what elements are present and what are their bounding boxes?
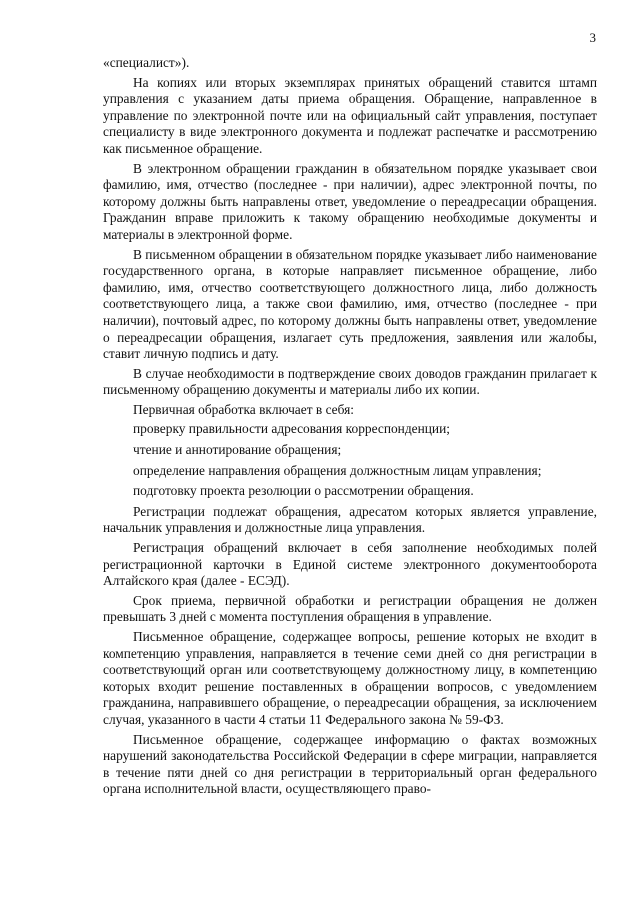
paragraph: «специалист»).: [103, 55, 190, 70]
list-item: определение направления обращения должностным лицам управления;: [133, 462, 542, 478]
page-number: 3: [589, 30, 596, 45]
paragraph: Регистрация обращений включает в себя заполнение необходимых полей регистрационной карточки в Единой системе электронного документооборота Алтайского края (далее - ЕСЭД).: [103, 540, 597, 589]
paragraph: На копиях или вторых экземплярах принятых обращений ставится штамп управления с указанием даты приема обращения. Обращение, направленное в управление по электронной почте или на официальный сайт управления, поступает специалисту в виде электронного документа и подлежат распечатке и рассмотрению как письменное обращение.: [103, 74, 597, 156]
paragraph: Письменное обращение, содержащее информацию о фактах возможных нарушений законодательства Российской Федерации в сфере миграции, направляется в течение пяти дней со дня регистрации в территориальный орган федерального органа исполнительной власти, осуществляющего право-: [103, 731, 597, 797]
list-item: чтение и аннотирование обращения;: [133, 442, 342, 458]
paragraph: Срок приема, первичной обработки и регистрации обращения не должен превышать 3 дней с момента поступления обращения в управление.: [103, 592, 597, 625]
paragraph: В электронном обращении гражданин в обязательном порядке указывает свои фамилию, имя, отчество (последнее - при наличии), адрес электронной почты, по которому должны быть направлены ответ, уведомление о переадресации обращения. Гражданин вправе приложить к такому обращению необходимые документы и материалы в электронной форме.: [103, 160, 597, 242]
paragraph: В письменном обращении в обязательном порядке указывает либо наименование государственного органа, в которые направляет письменное обращение, либо фамилию, имя, отчество соответствующего должностного лица, либо должность соответствующего лица, а также свои фамилию, имя, отчество (последнее - при наличии), почтовый адрес, по которому должны быть направлены ответ, уведомление о переадресации обращения, излагает суть предложения, заявления или жалобы, ставит личную подпись и дату.: [103, 246, 597, 362]
list-item: подготовку проекта резолюции о рассмотрении обращения.: [133, 483, 474, 499]
paragraph: Регистрации подлежат обращения, адресатом которых является управление, начальник управления и должностные лица управления.: [103, 503, 597, 536]
document-body: [103, 55, 597, 801]
paragraph: Первичная обработка включает в себя:: [133, 401, 354, 417]
paragraph: В случае необходимости в подтверждение своих доводов гражданин прилагает к письменному обращению документы и материалы либо их копии.: [103, 365, 597, 398]
list-item: проверку правильности адресования корреспонденции;: [133, 421, 450, 437]
paragraph: Письменное обращение, содержащее вопросы, решение которых не входит в компетенцию управления, направляется в течение семи дней со дня регистрации в соответствующий орган или соответствующему должностному лицу, в компетенцию которых входит решение поставленных в обращении вопросов, с уведомлением гражданина, направившего обращение, о переадресации обращения, за исключением случая, указанного в части 4 статьи 11 Федерального закона № 59-ФЗ.: [103, 629, 597, 727]
